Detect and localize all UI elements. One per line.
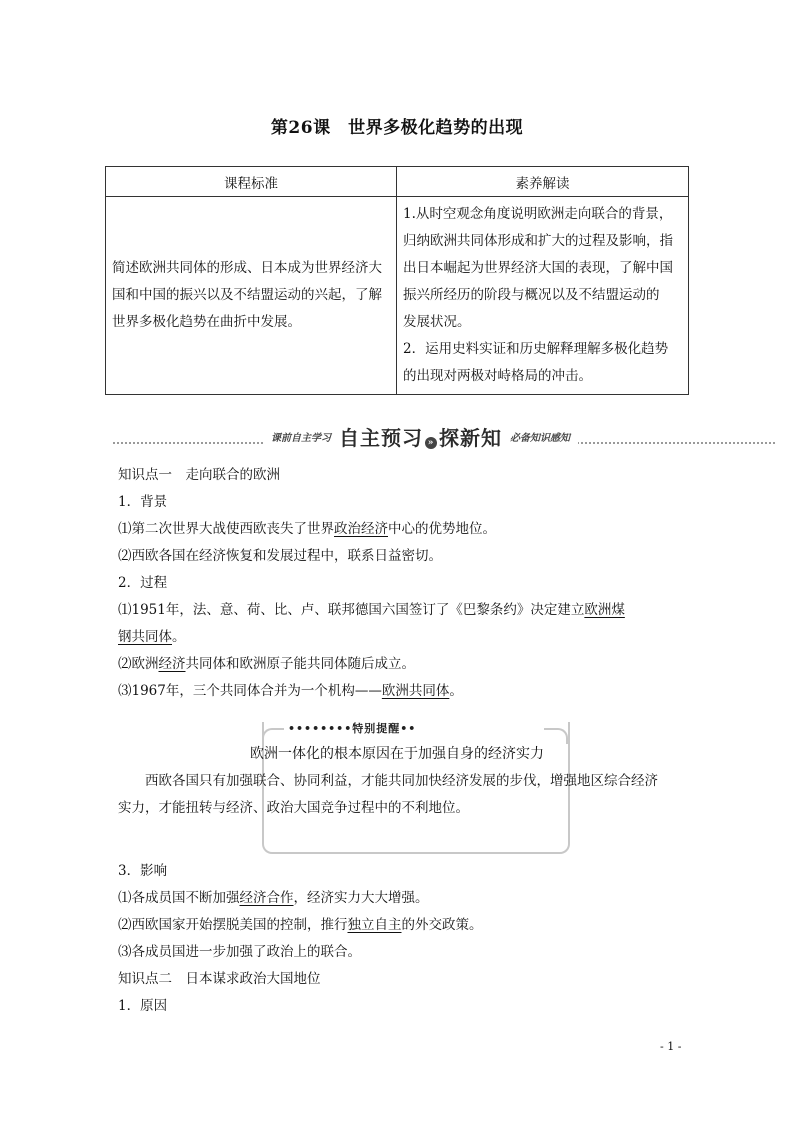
impact-item-2 (118, 912, 678, 939)
text-span: ⑵西欧国家开始摆脱美国的控制，推行 (118, 917, 348, 933)
process-item-3 (118, 678, 678, 705)
section1b-body (118, 858, 678, 1020)
table-header-literacy: 素养解读 (397, 167, 689, 197)
standard-line: 世界多极化趋势在曲折中发展。 (112, 314, 301, 330)
text-span: ⑴1951年，法、意、荷、比、卢、联邦德国六国签订了《巴黎条约》决定建立 (118, 602, 585, 618)
text-span: ，经济实力大大增强。 (293, 890, 429, 906)
text-span: 共同体和欧洲原子能共同体随后成立。 (185, 656, 415, 672)
answer-underline: 政治经济 (334, 521, 388, 537)
process-item-1 (118, 597, 678, 624)
standard-line: 国和中国的振兴以及不结盟运动的兴起，了解 (112, 287, 382, 303)
background-item-2: ⑵西欧各国在经济恢复和发展过程中，联系日益密切。 (118, 548, 442, 564)
tip-body-line: 实力，才能扭转与经济、政治大国竞争过程中的不利地位。 (118, 800, 469, 816)
banner-right-label: 必备知识感知 (510, 432, 570, 444)
text-span: 中心的优势地位。 (388, 521, 496, 537)
background-item-1 (118, 516, 678, 543)
text-span: ⑶1967年，三个共同体合并为一个机构—— (118, 683, 382, 699)
banner-left-label: 课前自主学习 (271, 432, 331, 444)
literacy-line: 2．运用史料实证和历史解释理解多极化趋势 (403, 341, 669, 357)
process-item-1-cont (118, 624, 678, 651)
answer-underline: 独立自主 (347, 917, 402, 933)
section-heading: 知识点二 日本谋求政治大国地位 (118, 971, 321, 987)
text-span: 。 (449, 683, 463, 699)
text-span: ⑴第二次世界大战使西欧丧失了世界 (118, 521, 334, 537)
answer-underline: 钢共同体 (118, 629, 172, 645)
banner-main-title (339, 422, 502, 451)
banner-main-b: 探新知 (439, 425, 502, 450)
literacy-line: 振兴所经历的阶段与概况以及不结盟运动的 (403, 287, 660, 303)
answer-underline: 欧洲煤 (584, 602, 625, 618)
page-title: 第26课 世界多极化趋势的出现 (270, 118, 524, 138)
literacy-line: 出日本崛起为世界经济大国的表现，了解中国 (403, 260, 673, 276)
tip-body-line: 西欧各国只有加强联合、协同利益，才能共同加快经济发展的步伐，增强地区综合经济 (145, 773, 658, 789)
literacy-line: 发展状况。 (403, 314, 471, 330)
table-header-standard: 课程标准 (106, 167, 397, 197)
curriculum-table (105, 166, 689, 395)
subheading-background: 1．背景 (118, 494, 168, 510)
tip-label: ••••••••特别提醒•• (284, 720, 420, 736)
literacy-cell (397, 197, 689, 395)
text-span: 的外交政策。 (401, 917, 483, 933)
standard-line: 简述欧洲共同体的形成、日本成为世界经济大 (112, 260, 382, 276)
text-span: ⑴各成员国不断加强 (118, 890, 240, 906)
banner-main-a: 自主预习 (339, 425, 423, 450)
literacy-line: 1.从时空观念角度说明欧洲走向联合的背景， (403, 206, 673, 222)
standard-cell (106, 197, 397, 395)
subheading-impact: 3．影响 (118, 863, 168, 879)
table-row (106, 197, 689, 395)
tip-heading: 欧洲一体化的根本原因在于加强自身的经济实力 (250, 746, 544, 762)
section-heading: 知识点一 走向联合的欧洲 (118, 467, 280, 483)
text-span: 。 (172, 629, 186, 645)
subheading-reason: 1．原因 (118, 998, 168, 1014)
subheading-process: 2．过程 (118, 575, 168, 591)
double-arrow-icon: » (425, 437, 437, 449)
impact-item-1 (118, 885, 678, 912)
page-number: - 1 - (660, 1040, 682, 1053)
process-item-2 (118, 651, 678, 678)
literacy-line: 归纳欧洲共同体形成和扩大的过程及影响，指 (403, 233, 673, 249)
answer-underline: 经济合作 (239, 890, 294, 906)
text-span: ⑵欧洲 (118, 656, 159, 672)
impact-item-3: ⑶各成员国进一步加强了政治上的联合。 (118, 944, 361, 960)
section-banner (113, 418, 775, 454)
tip-body (118, 768, 678, 822)
literacy-line: 的出现对两极对峙格局的冲击。 (403, 368, 592, 384)
section1-body (118, 462, 678, 705)
answer-underline: 欧洲共同体 (381, 683, 450, 699)
banner-text (263, 418, 578, 454)
answer-underline: 经济 (158, 656, 186, 672)
table-header-row (106, 167, 689, 197)
